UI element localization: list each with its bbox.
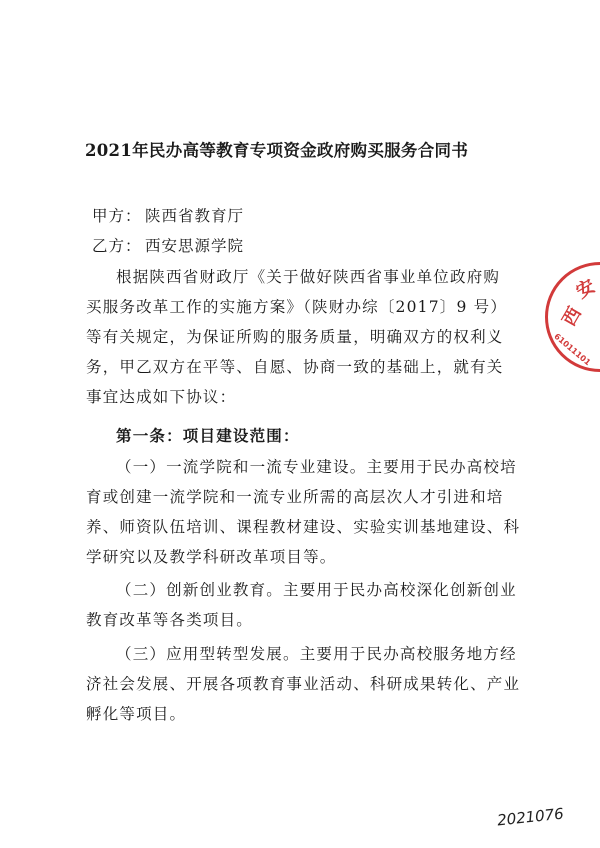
party-b-value: 西安思源学院 bbox=[145, 237, 245, 255]
party-b-label: 乙方： bbox=[92, 237, 142, 255]
item1-line: 学研究以及教学科研改革项目等。 bbox=[86, 548, 337, 566]
official-seal bbox=[545, 262, 600, 372]
item3-line: （三）应用型转型发展。主要用于民办高校服务地方经 bbox=[116, 645, 517, 663]
seal-char: 西 bbox=[558, 303, 586, 330]
intro-line: 等有关规定，为保证所购的服务质量，明确双方的权利义 bbox=[86, 328, 504, 346]
party-a-value: 陕西省教育厅 bbox=[145, 207, 245, 225]
item1-line: （一）一流学院和一流专业建设。主要用于民办高校培 bbox=[116, 458, 517, 476]
party-a-label: 甲方： bbox=[92, 207, 142, 225]
item3-line: 济社会发展、开展各项教育事业活动、科研成果转化、产业 bbox=[86, 675, 521, 693]
intro-line: 买服务改革工作的实施方案》（陕财办综〔2017〕9 号） bbox=[86, 298, 508, 316]
page-title: 2021年民办高等教育专项资金政府购买服务合同书 bbox=[85, 141, 469, 160]
item2-line: 教育改革等各类项目。 bbox=[86, 611, 254, 629]
handwritten-note: 2021076 bbox=[496, 804, 565, 830]
intro-line: 根据陕西省财政厅《关于做好陕西省事业单位政府购 bbox=[116, 268, 501, 286]
intro-line: 务，甲乙双方在平等、自愿、协商一致的基础上，就有关 bbox=[86, 358, 504, 376]
seal-number: 61011101 bbox=[552, 331, 593, 368]
item3-line: 孵化等项目。 bbox=[86, 705, 187, 723]
item2-line: （二）创新创业教育。主要用于民办高校深化创新创业 bbox=[116, 581, 517, 599]
item1-line: 养、师资队伍培训、课程教材建设、实验实训基地建设、科 bbox=[86, 518, 521, 536]
article-heading: 第一条：项目建设范围： bbox=[116, 426, 300, 445]
item1-line: 育或创建一流学院和一流专业所需的高层次人才引进和培 bbox=[86, 488, 504, 506]
seal-char: 安 bbox=[572, 275, 599, 303]
intro-line: 事宜达成如下协议： bbox=[86, 388, 237, 406]
